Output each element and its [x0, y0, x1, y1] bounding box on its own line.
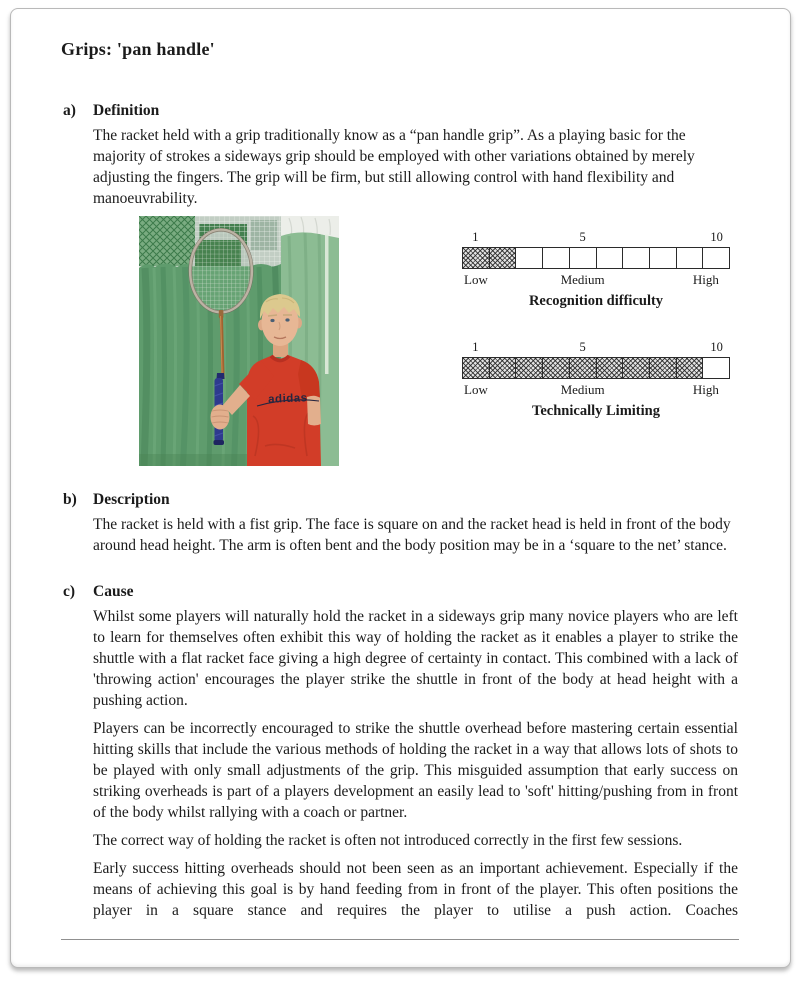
scale-cell — [463, 248, 489, 268]
scale-cell — [542, 358, 569, 378]
cause-paragraph-4: Early success hitting overheads should not been seen as an important achievement. Especially if the means of achieving this goal is by hand feeding from in front of the player. This often positions the player in a square stance and requires the player to utilise a push action. Coaches — [93, 860, 738, 919]
scale-caption: Technically Limiting — [532, 403, 660, 419]
tick-1: 1 — [472, 340, 479, 354]
grip-photo-illustration — [139, 216, 339, 466]
scale-bar — [462, 247, 730, 269]
label-low: Low — [464, 382, 488, 397]
scale-cell — [676, 248, 703, 268]
section-label-b: b) — [63, 491, 77, 508]
scale-cell — [515, 248, 542, 268]
rating-scales — [462, 230, 730, 466]
scale-cell — [649, 248, 676, 268]
section-heading-description: Description — [93, 491, 170, 508]
scale-caption: Recognition difficulty — [528, 293, 664, 309]
scale-ticks — [462, 340, 730, 357]
document-page — [10, 8, 791, 968]
scale-recognition-difficulty — [462, 230, 730, 310]
label-high: High — [692, 272, 719, 287]
scale-ticks — [462, 230, 730, 247]
tick-5: 5 — [579, 230, 586, 244]
label-medium: Medium — [560, 272, 605, 287]
scale-cell — [702, 358, 729, 378]
grip-photo — [139, 216, 339, 466]
svg-text:adidas: adidas — [267, 392, 308, 406]
scale-range-labels — [462, 272, 730, 288]
scale-cell — [596, 358, 623, 378]
scale-range-labels — [462, 382, 730, 398]
label-medium: Medium — [560, 382, 605, 397]
tick-10: 10 — [710, 230, 723, 244]
scale-technically-limiting — [462, 340, 730, 420]
scale-cell — [489, 358, 516, 378]
scale-cell — [489, 248, 516, 268]
scale-cell — [596, 248, 623, 268]
description-paragraph: The racket is held with a fist grip. The face is square on and the racket head is held in front of the body around head height. The arm is often bent and the body position may be in a ‘square to the net’ stance. — [93, 516, 731, 554]
section-heading-definition: Definition — [93, 102, 160, 119]
tick-1: 1 — [472, 230, 479, 244]
scale-bar — [462, 357, 730, 379]
scale-cell — [463, 358, 489, 378]
section-heading-cause: Cause — [93, 583, 134, 600]
scale-cell — [542, 248, 569, 268]
scale-cell — [569, 248, 596, 268]
section-label-a: a) — [63, 102, 76, 119]
cause-paragraph-1: Whilst some players will naturally hold the racket in a sideways grip many novice players who are left to learn for themselves often exhibit this way of holding the racket as it enables a player to strike the shuttle with a flat racket face giving a high degree of certainty in contact. This combined with a lack of 'throwing action' encourages the player strike the shuttle in front of the body at head height with a pushing action. — [93, 608, 738, 709]
footer-rule — [61, 939, 739, 940]
scale-cell — [622, 248, 649, 268]
section-description — [61, 489, 738, 556]
scale-cell — [569, 358, 596, 378]
page-title: Grips: 'pan handle' — [61, 39, 215, 59]
definition-paragraph: The racket held with a grip traditionally know as a “pan handle grip”. As a playing basic for the majority of strokes a sideways grip should be employed with other variations obtained by merely adjusting the fingers. The grip will be firm, but still allowing control with hand flexibility and manoeuvrability. — [93, 127, 695, 207]
tick-10: 10 — [710, 340, 723, 354]
label-low: Low — [464, 272, 488, 287]
tick-5: 5 — [579, 340, 586, 354]
label-high: High — [692, 382, 719, 397]
scale-cell — [676, 358, 703, 378]
scale-cell — [515, 358, 542, 378]
scale-cell — [649, 358, 676, 378]
scale-cell — [702, 248, 729, 268]
scale-cell — [622, 358, 649, 378]
section-label-c: c) — [63, 583, 76, 600]
figure-row — [61, 216, 738, 466]
section-definition — [61, 100, 738, 209]
section-cause — [61, 581, 738, 921]
cause-paragraph-2: Players can be incorrectly encouraged to strike the shuttle overhead before mastering certain essential hitting skills that include the various methods of holding the racket in a way that allows lots of shots to be played with only small adjustments of the grip. This misguided assumption that early success on striking overheads is part of a players development an easily lead to 'soft' hitting/pushing from in front of the body whilst rallying with a coach or partner. — [93, 720, 738, 821]
cause-paragraph-3: The correct way of holding the racket is often not introduced correctly in the first few sessions. — [93, 832, 683, 849]
